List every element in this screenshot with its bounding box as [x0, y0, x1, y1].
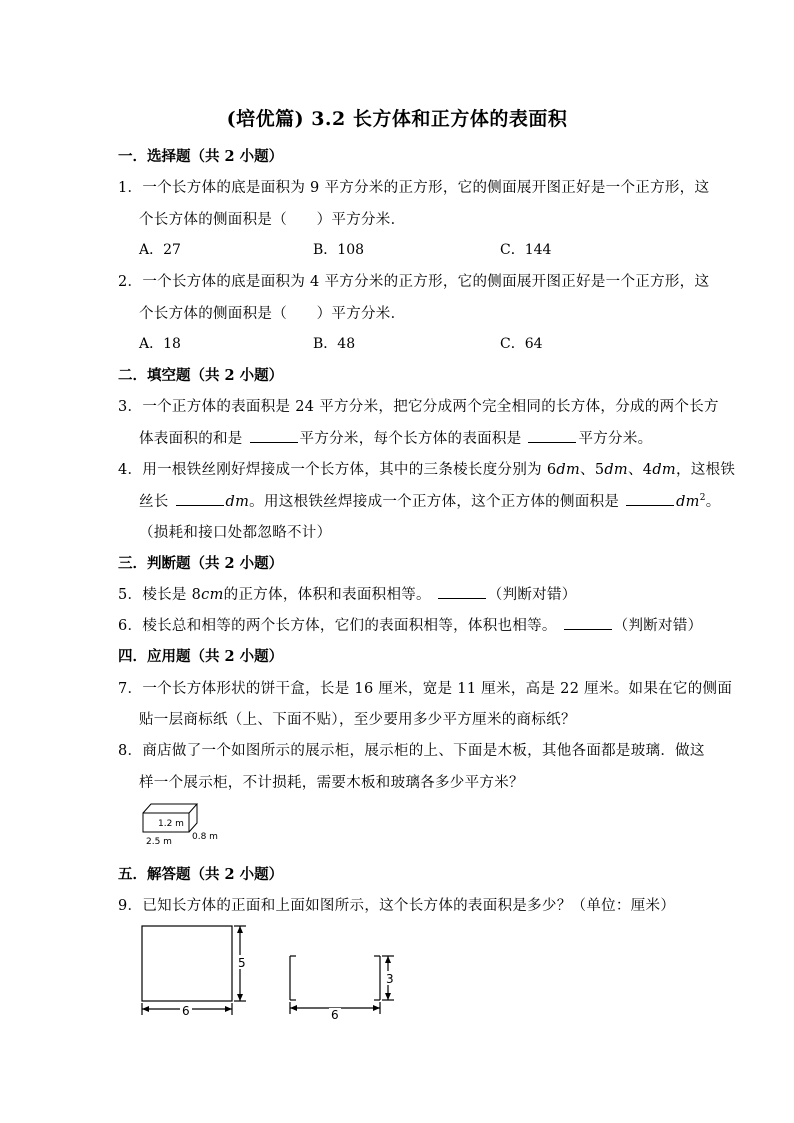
- cabinet-top-face: [143, 804, 197, 813]
- q4-line3: （损耗和接口处都忽略不计）: [139, 525, 332, 541]
- q8-line2: 样一个展示柜，不计损耗，需要木板和玻璃各多少平方米？: [139, 775, 524, 791]
- q5-text-a: 5．棱长是 8: [118, 587, 202, 603]
- q4-sep-1: 、: [580, 462, 595, 478]
- section-heading-fill: 二．填空题（共 2 小题）: [118, 367, 284, 384]
- q7-line2: 贴一层商标纸（上、下面不贴），至少要用多少平方厘米的商标纸？: [139, 712, 576, 728]
- q4-line2: [139, 490, 721, 511]
- q3-line2: [139, 427, 652, 448]
- cabinet-length-label: 2.5 m: [146, 837, 172, 847]
- q4-text-d: 。用这根铁丝焊接成一个正方体，这个正方体的侧面积是: [249, 494, 620, 510]
- q4-line1: [118, 458, 735, 479]
- q4-blank-1[interactable]: [176, 491, 224, 506]
- q4-value-5: 5: [594, 462, 605, 478]
- q3-text-c: 平方分米。: [578, 431, 653, 447]
- front-face-rect: [142, 926, 232, 1001]
- q6-line: [118, 614, 702, 635]
- q2-line2: 个长方体的侧面积是（ ）平方分米．: [139, 306, 406, 322]
- q4-squared: 2: [699, 493, 706, 504]
- q4-text-c: 丝长: [139, 494, 169, 510]
- top-face-width-label: 6: [331, 1008, 339, 1022]
- q4-unit-dm-3: dm: [652, 462, 676, 478]
- q5-text-b: 的正方体，体积和表面积相等。: [223, 587, 431, 603]
- q4-value-4: 4: [642, 462, 653, 478]
- section-heading-choice: 一．选择题（共 2 小题）: [118, 148, 284, 165]
- q4-unit-dm-2: dm: [604, 462, 628, 478]
- section-heading-application: 四．应用题（共 2 小题）: [118, 648, 284, 665]
- page-title: (培优篇) 3.2 长方体和正方体的表面积: [226, 108, 568, 130]
- cabinet-height-label: 1.2 m: [158, 819, 184, 829]
- q4-blank-2[interactable]: [626, 491, 674, 506]
- q5-blank[interactable]: [438, 584, 486, 599]
- q4-text-a: 4．用一根铁丝刚好焊接成一个长方体，其中的三条棱长度分别为 6: [118, 462, 557, 478]
- q4-sep-2: 、: [627, 462, 643, 478]
- q2-option-b: B．48: [313, 336, 356, 352]
- q8-cabinet-figure: [140, 800, 230, 846]
- q7-line1: 7．一个长方体形状的饼干盒，长是 16 厘米，宽是 11 厘米，高是 22 厘米。如果在它的侧面: [118, 681, 733, 697]
- q6-text-c: （判断对错）: [613, 618, 703, 634]
- q5-text-c: （判断对错）: [487, 587, 577, 603]
- q2-line1: 2．一个长方体的底是面积为 4 平方分米的正方形，它的侧面展开图正好是一个正方形，这: [118, 274, 710, 290]
- q6-text-a: 6．棱长总和相等的两个长方体，它们的表面积相等，体积也相等。: [118, 618, 557, 634]
- q4-unit-dm-1: dm: [556, 462, 580, 478]
- q1-line2: 个长方体的侧面积是（ ）平方分米．: [139, 212, 406, 228]
- q2-option-a: A．18: [139, 336, 181, 352]
- q9-front-face-figure: [136, 920, 256, 1020]
- q2-option-c: C．64: [500, 336, 543, 352]
- q3-text-a: 体表面积的和是: [139, 431, 243, 447]
- q8-line1: 8．商店做了一个如图所示的展示柜，展示柜的上、下面是木板，其他各面都是玻璃．做这: [118, 743, 705, 759]
- front-face-height-label: 5: [238, 956, 246, 970]
- q1-option-c: C．144: [500, 242, 552, 258]
- q6-blank[interactable]: [564, 615, 612, 630]
- q3-blank-2[interactable]: [528, 428, 576, 443]
- q1-option-b: B．108: [313, 242, 365, 258]
- q4-end: 。: [705, 494, 721, 510]
- q1-line1: 1．一个长方体的底是面积为 9 平方分米的正方形，它的侧面展开图正好是一个正方形，这: [118, 180, 710, 196]
- q9-line1: 9．已知长方体的正面和上面如图所示，这个长方体的表面积是多少？（单位：厘米）: [118, 898, 676, 914]
- top-face-height-label: 3: [386, 972, 394, 986]
- q3-blank-1[interactable]: [250, 428, 298, 443]
- q1-option-a: A．27: [139, 242, 181, 258]
- q5-unit: cm: [201, 587, 224, 603]
- q9-top-face-figure: [284, 948, 404, 1022]
- q4-unit-dm-5: dm: [676, 494, 700, 510]
- cabinet-depth-label: 0.8 m: [192, 832, 218, 842]
- front-face-width-label: 6: [182, 1004, 190, 1018]
- section-heading-solve: 五．解答题（共 2 小题）: [118, 866, 284, 883]
- q3-text-b: 平方分米，每个长方体的表面积是: [299, 431, 522, 447]
- section-heading-judge: 三．判断题（共 2 小题）: [118, 555, 284, 572]
- q4-unit-dm-4: dm: [225, 494, 250, 510]
- q3-line1: 3．一个正方体的表面积是 24 平方分米，把它分成两个完全相同的长方体，分成的两个长方: [118, 399, 719, 415]
- q4-text-b: ，这根铁: [675, 462, 736, 478]
- q5-line: [118, 583, 577, 604]
